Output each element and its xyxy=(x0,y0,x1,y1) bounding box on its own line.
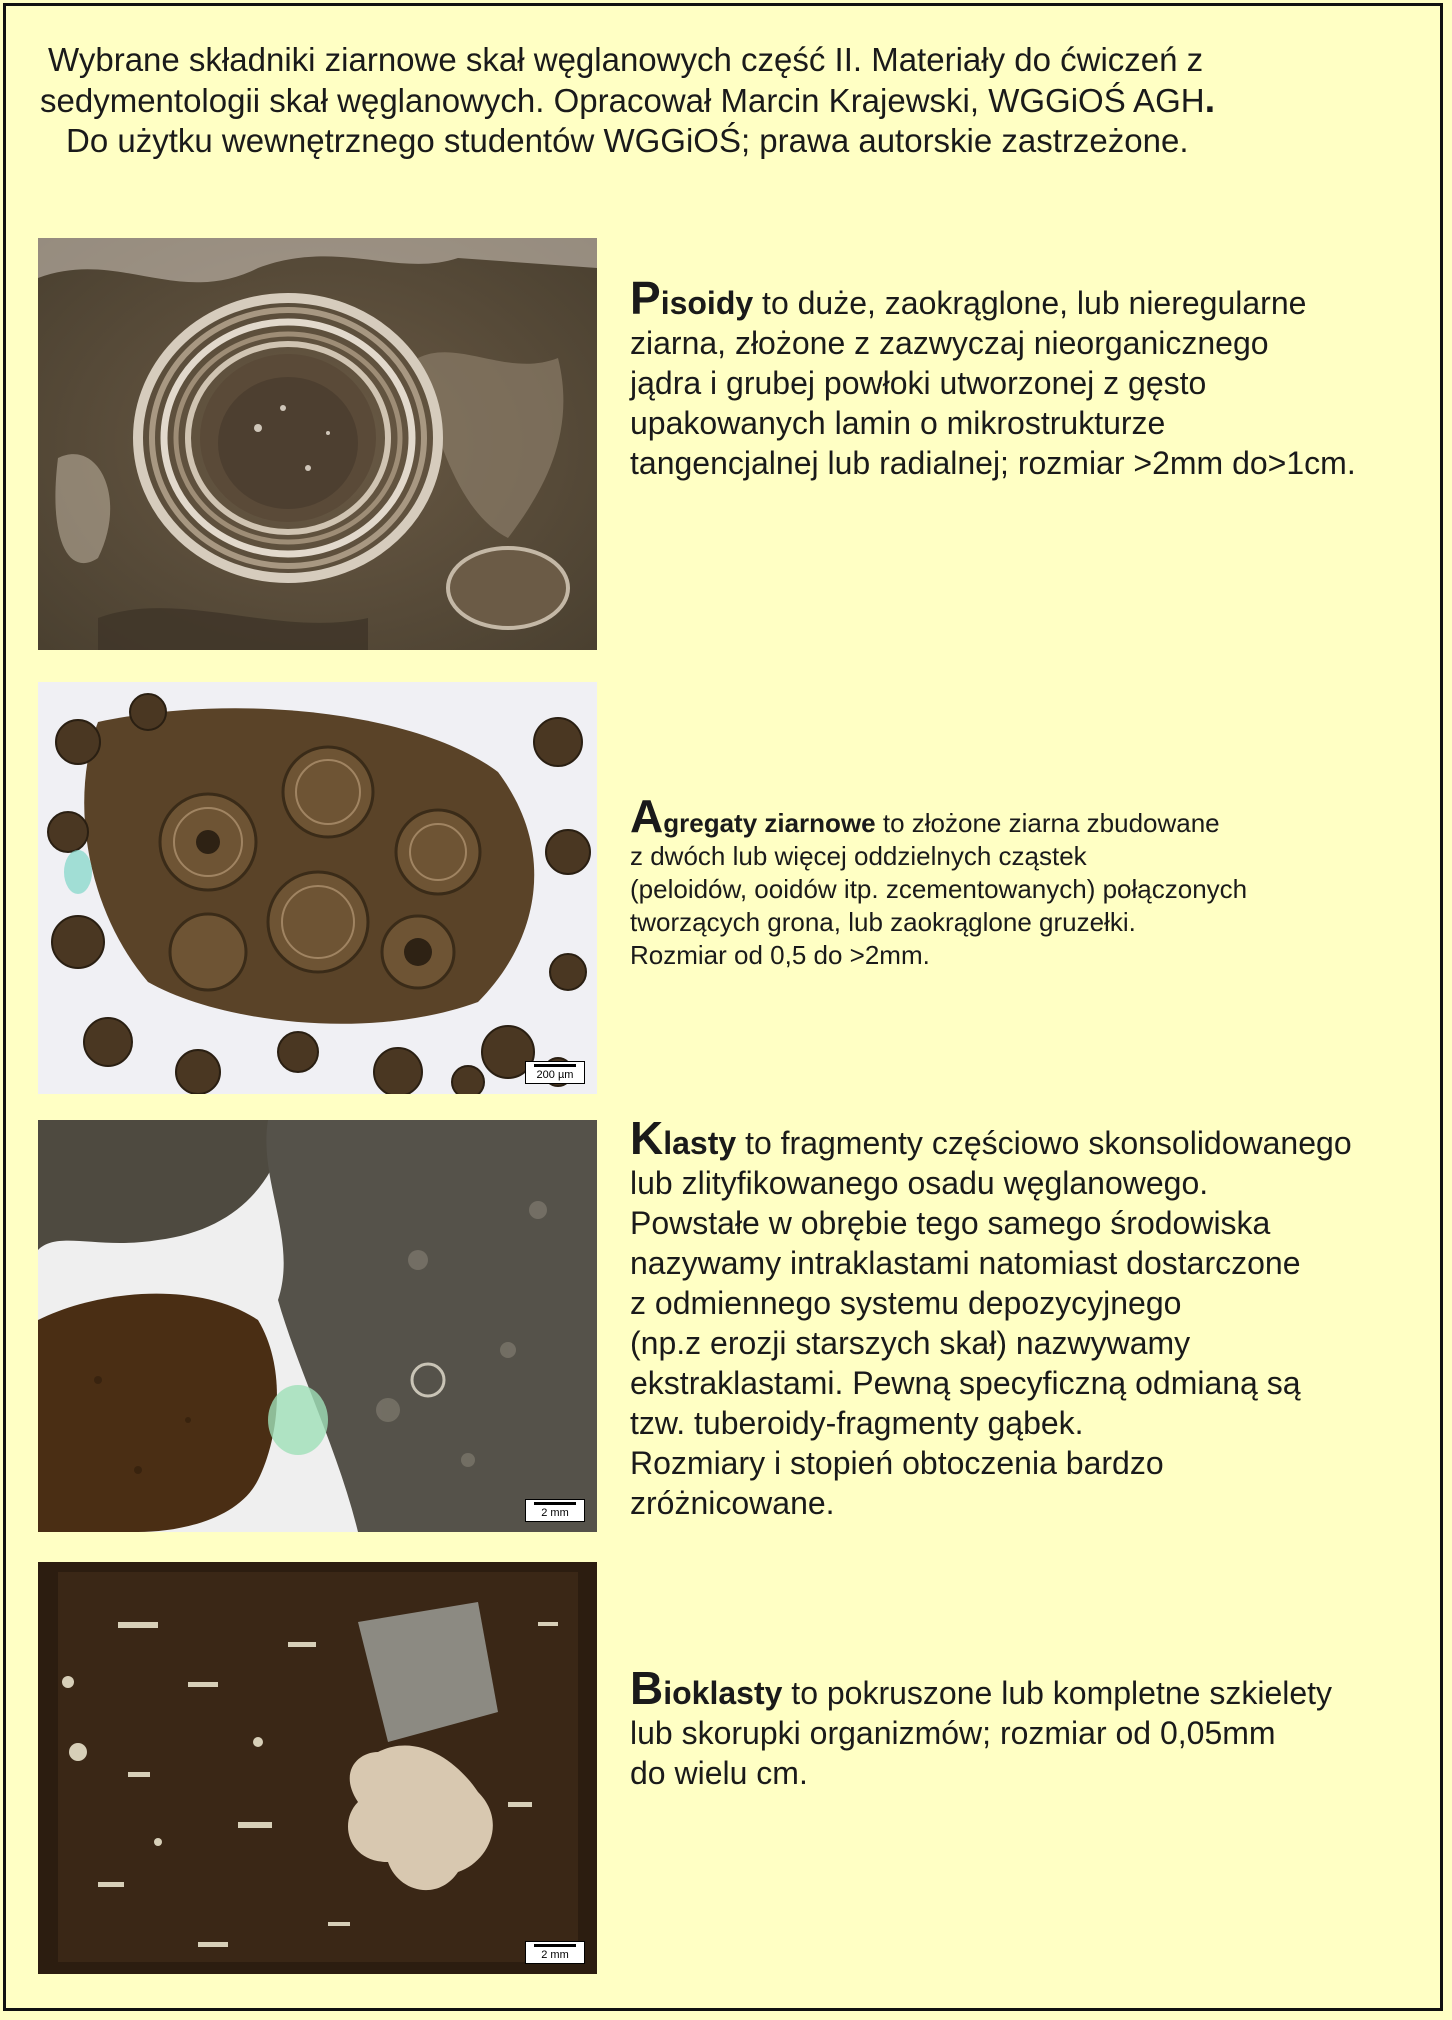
scale-bar xyxy=(525,1941,585,1964)
clasts-micrograph xyxy=(38,1120,597,1532)
description-line: Powstałe w obrębie tego samego środowiska xyxy=(630,1205,1271,1241)
term-rest: isoidy xyxy=(660,285,754,321)
term-rest: ioklasty xyxy=(663,1675,783,1711)
description-text: to duże, zaokrąglone, lub nieregularne xyxy=(753,285,1307,321)
description-line: upakowanych lamin o mikrostrukturze xyxy=(630,405,1166,441)
description-line: zróżnicowane. xyxy=(630,1485,835,1521)
description-first-line xyxy=(630,1662,1450,1714)
term-heading xyxy=(630,1112,737,1164)
description-line: tzw. tuberoidy-fragmenty gąbek. xyxy=(630,1405,1084,1441)
bioclasts-description xyxy=(630,1662,1450,1793)
description-text: to złożone ziarna zbudowane xyxy=(875,808,1220,838)
bioclasts-micrograph xyxy=(38,1562,597,1974)
header-line-2-text: sedymentologii skał węglanowych. Opracował Marcin Krajewski, WGGiOŚ AGH xyxy=(40,82,1205,119)
scale-bar-label: 2 mm xyxy=(541,1949,569,1961)
term-rest: gregaty ziarnowe xyxy=(663,808,876,838)
pisoid-micrograph xyxy=(38,238,597,650)
header-line-3: Do użytku wewnętrznego studentów WGGiOŚ; prawa autorskie zastrzeżone. xyxy=(66,122,1189,159)
term-heading xyxy=(630,790,876,842)
description-line: Rozmiar od 0,5 do >2mm. xyxy=(630,940,930,970)
pisoid-description xyxy=(630,272,1450,483)
aggregate-grains-description xyxy=(630,790,1450,972)
description-text: to fragmenty częściowo skonsolidowanego xyxy=(736,1125,1352,1161)
scale-bar-label: 2 mm xyxy=(541,1507,569,1519)
term-initial: A xyxy=(630,790,664,842)
description-line: (peloidów, ooidów itp. zcementowanych) połączonych xyxy=(630,874,1248,904)
term-heading xyxy=(630,272,754,324)
clasts-description xyxy=(630,1112,1450,1523)
description-line: jądra i grubej powłoki utworzonej z gęsto xyxy=(630,365,1207,401)
term-heading xyxy=(630,1662,783,1714)
scale-bar xyxy=(525,1061,585,1084)
description-line: lub skorupki organizmów; rozmiar od 0,05mm xyxy=(630,1715,1276,1751)
description-line: ekstraklastami. Pewną specyficzną odmianą są xyxy=(630,1365,1301,1401)
page-header xyxy=(40,40,1420,161)
term-initial: K xyxy=(630,1112,664,1164)
scale-bar xyxy=(525,1499,585,1522)
description-first-line xyxy=(630,1112,1450,1164)
term-rest: lasty xyxy=(663,1125,737,1161)
description-line: ziarna, złożone z zazwyczaj nieorganicznego xyxy=(630,325,1269,361)
description-text: to pokruszone lub kompletne szkielety xyxy=(782,1675,1333,1711)
description-line: z odmiennego systemu depozycyjnego xyxy=(630,1285,1182,1321)
description-line: tangencjalnej lub radialnej; rozmiar >2mm do>1cm. xyxy=(630,445,1356,481)
header-line-2 xyxy=(40,80,1420,121)
description-line: lub zlityfikowanego osadu węglanowego. xyxy=(630,1165,1209,1201)
description-first-line xyxy=(630,272,1450,324)
scale-bar-label: 200 µm xyxy=(536,1069,574,1081)
description-line: nazywamy intraklastami natomiast dostarczone xyxy=(630,1245,1301,1281)
description-line: do wielu cm. xyxy=(630,1755,808,1791)
aggregate-grains-micrograph xyxy=(38,682,597,1094)
description-line: Rozmiary i stopień obtoczenia bardzo xyxy=(630,1445,1164,1481)
header-line-1: Wybrane składniki ziarnowe skał węglanowych część II. Materiały do ćwiczeń z xyxy=(48,41,1204,78)
description-line: tworzących grona, lub zaokrąglone gruzełki. xyxy=(630,907,1136,937)
description-line: (np.z erozji starszych skał) nazwywamy xyxy=(630,1325,1191,1361)
term-initial: P xyxy=(630,272,661,324)
description-line: z dwóch lub więcej oddzielnych cząstek xyxy=(630,841,1087,871)
term-initial: B xyxy=(630,1662,664,1714)
header-line-2-dot: . xyxy=(1204,79,1216,121)
description-first-line xyxy=(630,790,1450,842)
